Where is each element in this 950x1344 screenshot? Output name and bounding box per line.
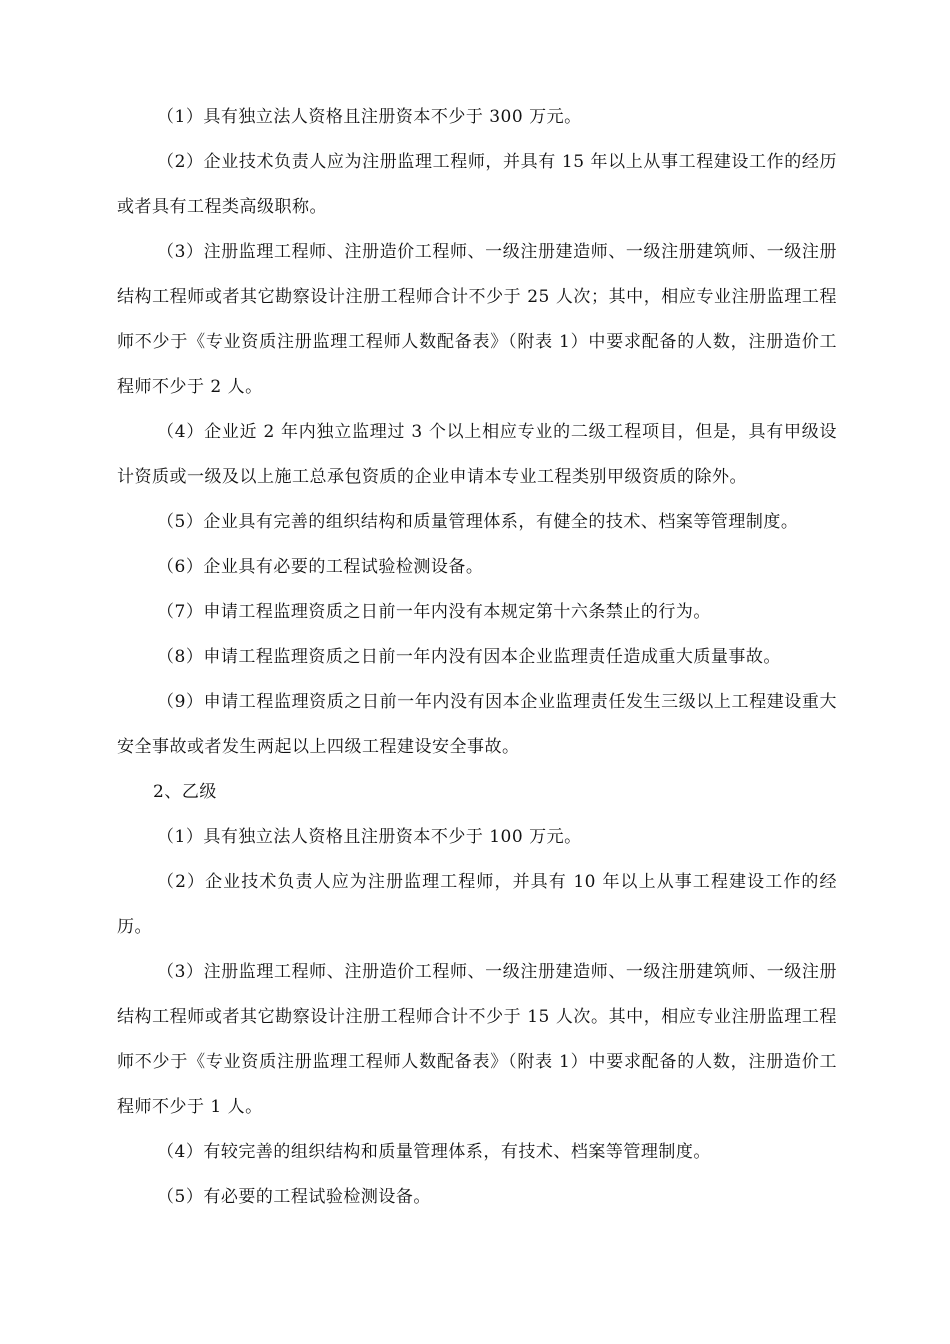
paragraph-6: （6）企业具有必要的工程试验检测设备。 xyxy=(157,557,484,577)
paragraph-b5: （5）有必要的工程试验检测设备。 xyxy=(157,1187,431,1207)
paragraph-5: （5）企业具有完善的组织结构和质量管理体系，有健全的技术、档案等管理制度。 xyxy=(157,512,799,532)
paragraph-b2: （2）企业技术负责人应为注册监理工程师，并具有 10 年以上从事工程建设工作的经历。 xyxy=(117,872,837,937)
paragraph-b1: （1）具有独立法人资格且注册资本不少于 100 万元。 xyxy=(157,827,582,847)
paragraph-8: （8）申请工程监理资质之日前一年内没有因本企业监理责任造成重大质量事故。 xyxy=(157,647,781,667)
paragraph-b4: （4）有较完善的组织结构和质量管理体系，有技术、档案等管理制度。 xyxy=(157,1142,711,1162)
section-heading-grade-b: 2、乙级 xyxy=(153,782,217,802)
paragraph-4: （4）企业近 2 年内独立监理过 3 个以上相应专业的二级工程项目，但是，具有甲级设计资质或一级及以上施工总承包资质的企业申请本专业工程类别甲级资质的除外。 xyxy=(117,422,837,487)
paragraph-3: （3）注册监理工程师、注册造价工程师、一级注册建造师、一级注册建筑师、一级注册结构工程师或者其它勘察设计注册工程师合计不少于 25 人次；其中，相应专业注册监理工程师不少于《专业资质注册监理工程师人数配备表》（附表 1）中要求配备的人数，注册造价工程师不少于 2 人。 xyxy=(117,242,837,397)
paragraph-9: （9）申请工程监理资质之日前一年内没有因本企业监理责任发生三级以上工程建设重大安全事故或者发生两起以上四级工程建设安全事故。 xyxy=(117,692,837,757)
paragraph-7: （7）申请工程监理资质之日前一年内没有本规定第十六条禁止的行为。 xyxy=(157,602,711,622)
paragraph-2: （2）企业技术负责人应为注册监理工程师，并具有 15 年以上从事工程建设工作的经历或者具有工程类高级职称。 xyxy=(117,152,837,217)
paragraph-1: （1）具有独立法人资格且注册资本不少于 300 万元。 xyxy=(157,107,582,127)
paragraph-b3: （3）注册监理工程师、注册造价工程师、一级注册建造师、一级注册建筑师、一级注册结构工程师或者其它勘察设计注册工程师合计不少于 15 人次。其中，相应专业注册监理工程师不少于《专业资质注册监理工程师人数配备表》（附表 1）中要求配备的人数，注册造价工程师不少于 1 人。 xyxy=(117,962,837,1117)
